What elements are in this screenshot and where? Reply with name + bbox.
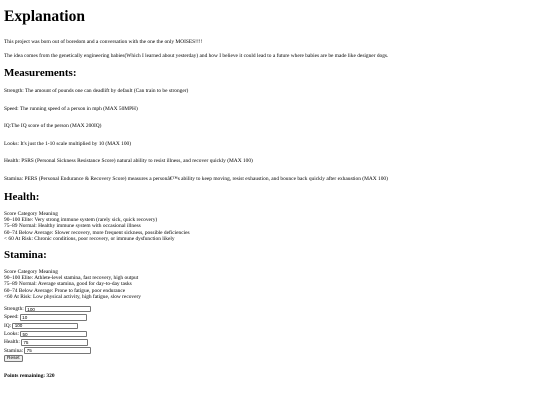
measurement-looks: Looks: It's just the 1-10 scale multiplied by 10 (MAX 100) (4, 140, 132, 147)
health-row-at-risk: < 60 At Risk: Chronic conditions, poor recovery, or immune dysfunction likely (4, 235, 175, 242)
strength-label: Strength: (4, 306, 24, 313)
measurement-strength: Strength: The amount of pounds one can deadlift by default (Can train to be stronger) (4, 88, 189, 94)
measurement-stamina: Stamina: PERS (Personal Endurance & Recovery Score) measures a personâ€™s ability to keep moving, resist exhaustion, and bounce back quickly after exhaustion (MAX 100) (4, 175, 388, 182)
health-row (4, 338, 536, 346)
looks-row (4, 330, 536, 338)
health-table-header: Score Category Meaning (4, 211, 58, 217)
intro-paragraph-2: The idea comes from the genetically engineering babies(Which I learned about yesterday) and how I believe it could lead to a future where babies are be made like designer dogs. (4, 52, 389, 59)
reset-row (4, 355, 536, 363)
health-row-normal: 75–89 Normal: Healthy immune system with occasional illness (4, 223, 141, 230)
stamina-row-below-average: 60–74 Below Average: Prone to fatigue, poor endurance (4, 287, 126, 294)
speed-input[interactable] (20, 314, 87, 320)
looks-input[interactable] (20, 331, 87, 337)
iq-label: IQ: (4, 322, 12, 329)
speed-row (4, 313, 536, 321)
health-table (4, 211, 536, 242)
strength-input[interactable] (25, 306, 91, 312)
stamina-row (4, 347, 536, 355)
health-row-below-average: 60–74 Below Average: Slower recovery, more frequent sickness, possible deficiencies (4, 229, 190, 236)
intro-paragraph-1: This project was born out of boredom and a conversation with the one the only MOISES!!!! (4, 39, 203, 45)
health-heading: Health: (4, 191, 40, 203)
stamina-table (4, 269, 536, 300)
page-content (4, 8, 536, 380)
health-input[interactable] (21, 339, 88, 345)
stamina-heading: Stamina: (4, 249, 47, 262)
reset-button[interactable]: Reset (4, 355, 23, 362)
page-title: Explanation (4, 8, 85, 25)
measurement-health: Health: PSRS (Personal Sickness Resistance Score) natural ability to resist illness, and recover quickly (MAX 100) (4, 158, 253, 164)
health-row-elite: 90–100 Elite: Very strong immune system (rarely sick, quick recovery) (4, 217, 158, 224)
speed-label: Speed: (4, 314, 19, 321)
measurement-iq: IQ:The IQ score of the person (MAX 200IQ) (4, 123, 102, 129)
points-remaining: Points remaining: 320 (4, 373, 55, 380)
stamina-row-at-risk: <60 At Risk: Low physical activity, high fatigue, slow recovery (4, 293, 141, 300)
health-label: Health: (4, 339, 20, 346)
measurement-speed: Speed: The running speed of a person in mph (MAX 50MPH) (4, 105, 138, 112)
stamina-label: Stamina: (4, 347, 24, 354)
iq-input[interactable] (12, 323, 78, 329)
stamina-table-header: Score Category Meaning (4, 269, 58, 276)
looks-label: Looks: (4, 331, 19, 338)
stamina-row-elite: 90–100 Elite: Athlete-level stamina, fast recovery, high output (4, 275, 139, 282)
stats-form (4, 305, 536, 363)
strength-row (4, 305, 536, 313)
stamina-input[interactable] (24, 347, 91, 353)
measurements-heading: Measurements: (4, 67, 77, 79)
iq-row (4, 322, 536, 330)
stamina-row-normal: 75–89 Normal: Average stamina, good for day-to-day tasks (4, 281, 132, 288)
